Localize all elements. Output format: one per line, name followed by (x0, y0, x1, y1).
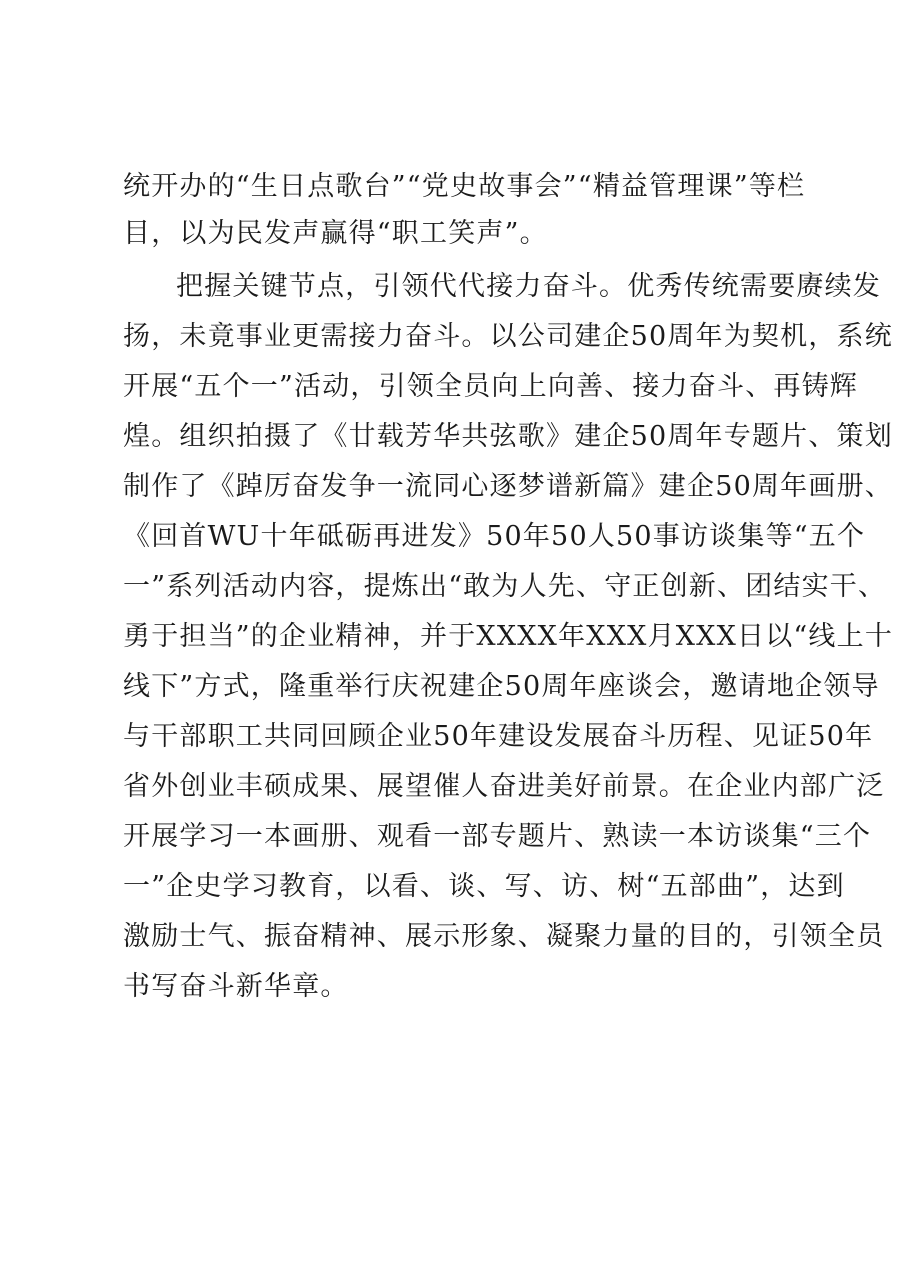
text-line-2: 目，以为民发声赢得“职工笑声”。 (123, 218, 548, 249)
paragraph-start-line: 把握关键节点，引领代代接力奋斗。优秀传统需要赓续发 (176, 271, 881, 302)
text-line-6: 煌。组织拍摄了《廿载芳华共弦歌》建企50周年专题片、策划 (123, 421, 893, 452)
text-line-11: 线下”方式，隆重举行庆祝建企50周年座谈会，邀请地企领导 (123, 671, 880, 702)
text-line-16: 激励士气、振奋精神、展示形象、凝聚力量的目的，引领全员 (123, 921, 885, 952)
text-line-7: 制作了《踔厉奋发争一流同心逐梦谱新篇》建企50周年画册、 (123, 471, 893, 502)
text-line-4: 扬，未竟事业更需接力奋斗。以公司建企50周年为契机，系统 (123, 321, 893, 352)
text-line-5: 开展“五个一”活动，引领全员向上向善、接力奋斗、再铸辉 (123, 371, 859, 402)
text-line-12: 与干部职工共同回顾企业50年建设发展奋斗历程、见证50年 (123, 721, 874, 752)
text-line-13: 省外创业丰硕成果、展望催人奋进美好前景。在企业内部广泛 (123, 771, 885, 802)
text-line-9: 一”系列活动内容，提炼出“敢为人先、守正创新、团结实干、 (123, 571, 887, 602)
text-line-15: 一”企史学习教育，以看、谈、写、访、树“五部曲”，达到 (123, 871, 845, 902)
text-line-14: 开展学习一本画册、观看一部专题片、熟读一本访谈集“三个 (123, 821, 872, 852)
text-line-8: 《回首WU十年砥砺再进发》50年50人50事访谈集等“五个 (123, 521, 866, 552)
text-line-1: 统开办的“生日点歌台”“党史故事会”“精益管理课”等栏 (123, 171, 806, 202)
text-line-17: 书写奋斗新华章。 (123, 971, 349, 1002)
text-line-10: 勇于担当”的企业精神，并于XXXX年XXX月XXX日以“线上十 (123, 621, 894, 652)
